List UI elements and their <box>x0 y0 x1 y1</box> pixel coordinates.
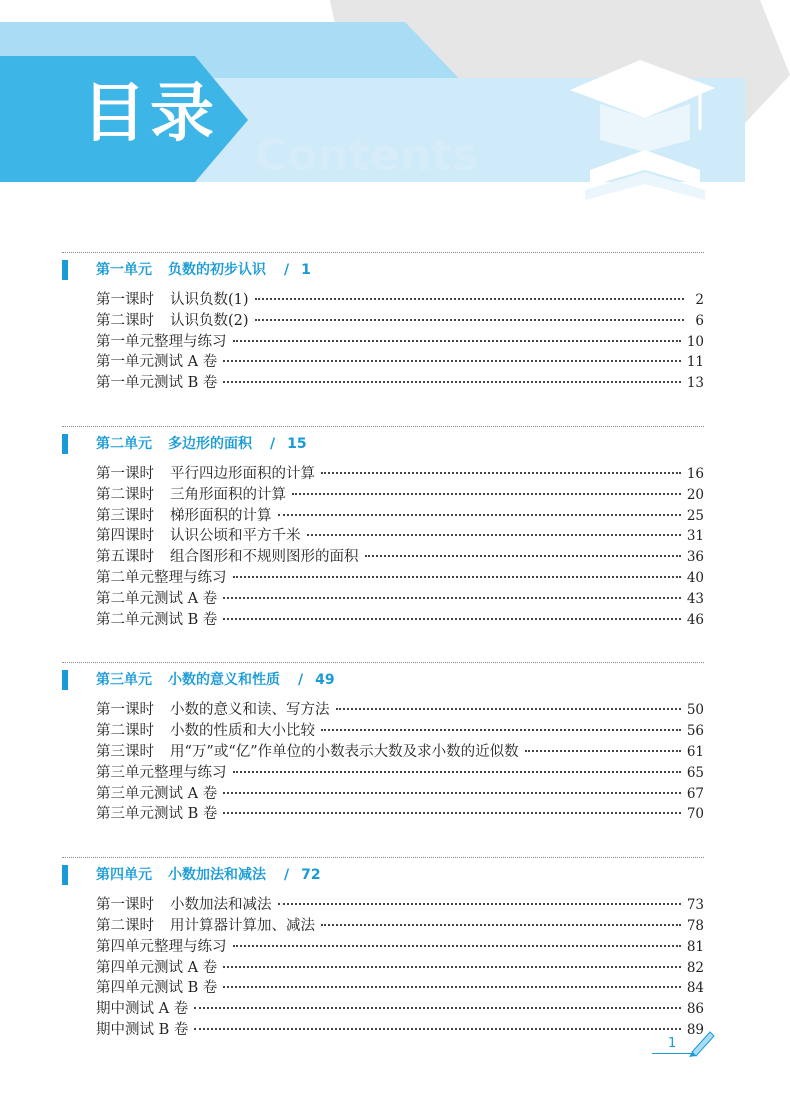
unit-name: 多边形的面积 <box>168 435 252 452</box>
dot-leader <box>307 534 681 536</box>
unit-divider <box>62 857 704 858</box>
toc-entry[interactable] <box>62 506 704 527</box>
entry-page-number: 46 <box>686 611 704 628</box>
entry-label <box>96 937 227 958</box>
entry-title: 第二单元测试 B 卷 <box>96 611 218 628</box>
lesson-label: 第三课时 <box>96 743 154 760</box>
toc-entry[interactable] <box>62 895 704 916</box>
unit-page-number: 1 <box>301 262 311 278</box>
toc-entry[interactable] <box>62 804 704 825</box>
lesson-label: 第二课时 <box>96 312 154 329</box>
entry-title: 认识负数(2) <box>170 312 249 329</box>
entry-title: 第三单元测试 A 卷 <box>96 785 218 802</box>
entry-label <box>96 721 315 742</box>
entry-page-number: 70 <box>686 806 704 823</box>
entry-page-number: 2 <box>695 292 704 308</box>
entry-page-number: 43 <box>686 590 704 607</box>
entry-page-number: 25 <box>686 507 704 524</box>
entry-page-number: 11 <box>686 354 704 371</box>
entry-title: 第一单元整理与练习 <box>96 333 227 350</box>
unit-separator: / <box>298 672 304 689</box>
entry-label <box>96 526 301 547</box>
unit-divider <box>62 662 704 663</box>
lesson-label: 第五课时 <box>96 549 154 566</box>
dot-leader <box>223 792 681 794</box>
lesson-label: 第一课时 <box>96 897 154 914</box>
page-title: 目录 <box>82 77 218 151</box>
unit-heading[interactable] <box>62 669 704 691</box>
entry-page-number: 10 <box>686 333 704 350</box>
unit-marker-bar <box>62 434 68 454</box>
dot-leader <box>194 1028 680 1030</box>
entry-title: 期中测试 A 卷 <box>96 1001 189 1018</box>
entry-title: 小数加法和减法 <box>170 897 272 914</box>
entry-page-number: 67 <box>686 785 704 802</box>
dot-leader <box>321 729 681 731</box>
entry-label <box>96 610 217 631</box>
unit-separator: / <box>284 867 290 884</box>
toc-entry[interactable] <box>62 352 704 373</box>
toc-entry[interactable] <box>62 589 704 610</box>
entry-label <box>96 485 286 506</box>
toc-entry[interactable] <box>62 742 704 763</box>
unit-name: 小数加法和减法 <box>168 867 266 884</box>
entry-label <box>96 916 315 937</box>
page-number: 1 <box>668 1036 677 1051</box>
entry-label <box>96 784 217 805</box>
unit-heading[interactable] <box>62 864 704 886</box>
entry-title: 第三单元整理与练习 <box>96 764 227 781</box>
entry-title: 期中测试 B 卷 <box>96 1021 189 1038</box>
header-banner <box>0 0 790 230</box>
dot-leader <box>321 472 681 474</box>
unit-name: 小数的意义和性质 <box>168 672 280 689</box>
toc-entry[interactable] <box>62 485 704 506</box>
dot-leader <box>233 771 681 773</box>
entry-page-number: 56 <box>686 723 704 740</box>
entry-page-number: 84 <box>686 980 704 997</box>
unit-divider <box>62 252 704 253</box>
entry-page-number: 82 <box>686 959 704 976</box>
entry-page-number: 73 <box>686 897 704 914</box>
entry-label <box>96 589 217 610</box>
entry-title: 平行四边形面积的计算 <box>170 465 315 482</box>
unit-divider <box>62 426 704 427</box>
toc-entry[interactable] <box>62 568 704 589</box>
unit-separator: / <box>270 435 276 452</box>
unit-label: 第二单元 <box>96 435 152 452</box>
entry-title: 第一单元测试 B 卷 <box>96 375 218 392</box>
dot-leader <box>223 618 680 620</box>
toc-entry[interactable] <box>62 916 704 937</box>
entry-label <box>96 506 272 527</box>
entry-label <box>96 352 217 373</box>
entry-label <box>96 958 217 979</box>
dot-leader <box>336 708 681 710</box>
toc-entry[interactable] <box>62 290 704 311</box>
toc-entry[interactable] <box>62 721 704 742</box>
dot-leader <box>233 576 681 578</box>
entry-title: 第二单元整理与练习 <box>96 569 227 586</box>
toc-unit <box>62 857 704 1041</box>
entry-page-number: 78 <box>686 917 704 934</box>
entry-page-number: 36 <box>686 549 704 566</box>
lesson-label: 第四课时 <box>96 528 154 545</box>
entry-label <box>96 978 217 999</box>
toc-entry[interactable] <box>62 763 704 784</box>
lesson-label: 第一课时 <box>96 292 154 308</box>
toc-entry[interactable] <box>62 937 704 958</box>
entry-label <box>96 1020 188 1041</box>
entry-page-number: 31 <box>686 528 704 545</box>
unit-label: 第三单元 <box>96 672 152 689</box>
dot-leader <box>223 597 681 599</box>
entry-title: 组合图形和不规则图形的面积 <box>170 549 359 566</box>
entry-label <box>96 568 227 589</box>
entry-page-number: 65 <box>686 764 704 781</box>
entry-label <box>96 332 227 353</box>
toc-entry[interactable] <box>62 1020 704 1041</box>
lesson-label: 第三课时 <box>96 507 154 524</box>
dot-leader <box>278 514 681 516</box>
dot-leader <box>223 360 681 362</box>
unit-marker-bar <box>62 865 68 885</box>
unit-marker-bar <box>62 670 68 690</box>
entry-page-number: 16 <box>686 465 704 482</box>
entry-page-number: 6 <box>695 312 704 329</box>
dot-leader <box>292 493 681 495</box>
entry-label <box>96 290 249 311</box>
dot-leader <box>255 298 684 300</box>
entry-label <box>96 804 217 825</box>
entry-title: 第四单元测试 B 卷 <box>96 980 218 997</box>
unit-label: 第一单元 <box>96 262 152 278</box>
entry-title: 三角形面积的计算 <box>170 486 286 503</box>
dot-leader <box>223 966 681 968</box>
entry-title: 用计算器计算加、减法 <box>170 917 315 934</box>
dot-leader <box>223 986 680 988</box>
toc-entry[interactable] <box>62 464 704 485</box>
entry-title: 梯形面积的计算 <box>170 507 272 524</box>
lesson-label: 第一课时 <box>96 702 154 719</box>
lesson-label: 第二课时 <box>96 723 154 740</box>
entry-title: 第四单元测试 A 卷 <box>96 959 218 976</box>
toc-unit <box>62 426 704 630</box>
unit-page-number: 49 <box>315 672 335 689</box>
toc-unit <box>62 252 704 394</box>
entry-page-number: 50 <box>686 702 704 719</box>
unit-page-number: 15 <box>287 435 307 452</box>
toc-entry[interactable] <box>62 332 704 353</box>
unit-entries <box>62 895 704 1041</box>
dot-leader <box>255 319 684 321</box>
unit-entries <box>62 290 704 394</box>
dot-leader <box>233 945 681 947</box>
entry-label <box>96 464 315 485</box>
dot-leader <box>223 381 680 383</box>
entry-title: 认识公顷和平方千米 <box>170 528 301 545</box>
entry-page-number: 13 <box>686 375 704 392</box>
entry-label <box>96 742 519 763</box>
unit-entries <box>62 464 704 630</box>
unit-name: 负数的初步认识 <box>168 262 266 278</box>
toc-unit <box>62 662 704 825</box>
entry-title: 第二单元测试 A 卷 <box>96 590 218 607</box>
entry-page-number: 89 <box>686 1021 704 1038</box>
dot-leader <box>278 903 681 905</box>
unit-entries <box>62 700 704 825</box>
unit-marker-bar <box>62 260 68 280</box>
toc-entry[interactable] <box>62 547 704 568</box>
entry-label <box>96 895 272 916</box>
unit-label: 第四单元 <box>96 867 152 884</box>
dot-leader <box>233 340 681 342</box>
page-subtitle: Contents <box>255 130 479 181</box>
toc-entry[interactable] <box>62 978 704 999</box>
entry-label <box>96 547 359 568</box>
lesson-label: 第二课时 <box>96 917 154 934</box>
entry-page-number: 81 <box>686 938 704 955</box>
entry-page-number: 20 <box>686 486 704 503</box>
lesson-label: 第二课时 <box>96 486 154 503</box>
unit-separator: / <box>284 262 290 278</box>
lesson-label: 第一课时 <box>96 465 154 482</box>
unit-page-number: 72 <box>301 867 321 884</box>
entry-page-number: 86 <box>686 1001 704 1018</box>
entry-page-number: 61 <box>686 743 704 760</box>
entry-title: 认识负数(1) <box>170 292 249 308</box>
toc-entry[interactable] <box>62 999 704 1020</box>
dot-leader <box>525 750 681 752</box>
unit-heading[interactable] <box>62 259 704 281</box>
entry-title: 用“万”或“亿”作单位的小数表示大数及求小数的近似数 <box>170 743 519 760</box>
dot-leader <box>321 924 681 926</box>
entry-label <box>96 700 330 721</box>
toc-entry[interactable] <box>62 700 704 721</box>
entry-label <box>96 373 217 394</box>
entry-label <box>96 999 188 1020</box>
entry-label <box>96 311 249 332</box>
dot-leader <box>223 812 680 814</box>
table-of-contents <box>62 252 704 1073</box>
dot-leader <box>194 1007 681 1009</box>
toc-entry[interactable] <box>62 311 704 332</box>
entry-title: 第四单元整理与练习 <box>96 938 227 955</box>
toc-entry[interactable] <box>62 784 704 805</box>
entry-label <box>96 763 227 784</box>
entry-page-number: 40 <box>686 569 704 586</box>
entry-title: 第三单元测试 B 卷 <box>96 806 218 823</box>
entry-title: 小数的意义和读、写方法 <box>170 702 330 719</box>
toc-entry[interactable] <box>62 958 704 979</box>
pencil-icon <box>686 1028 716 1058</box>
toc-entry[interactable] <box>62 610 704 631</box>
page-footer <box>640 1028 720 1058</box>
toc-entry[interactable] <box>62 526 704 547</box>
dot-leader <box>365 555 681 557</box>
entry-title: 小数的性质和大小比较 <box>170 723 315 740</box>
unit-heading[interactable] <box>62 433 704 455</box>
entry-title: 第一单元测试 A 卷 <box>96 354 218 371</box>
toc-entry[interactable] <box>62 373 704 394</box>
